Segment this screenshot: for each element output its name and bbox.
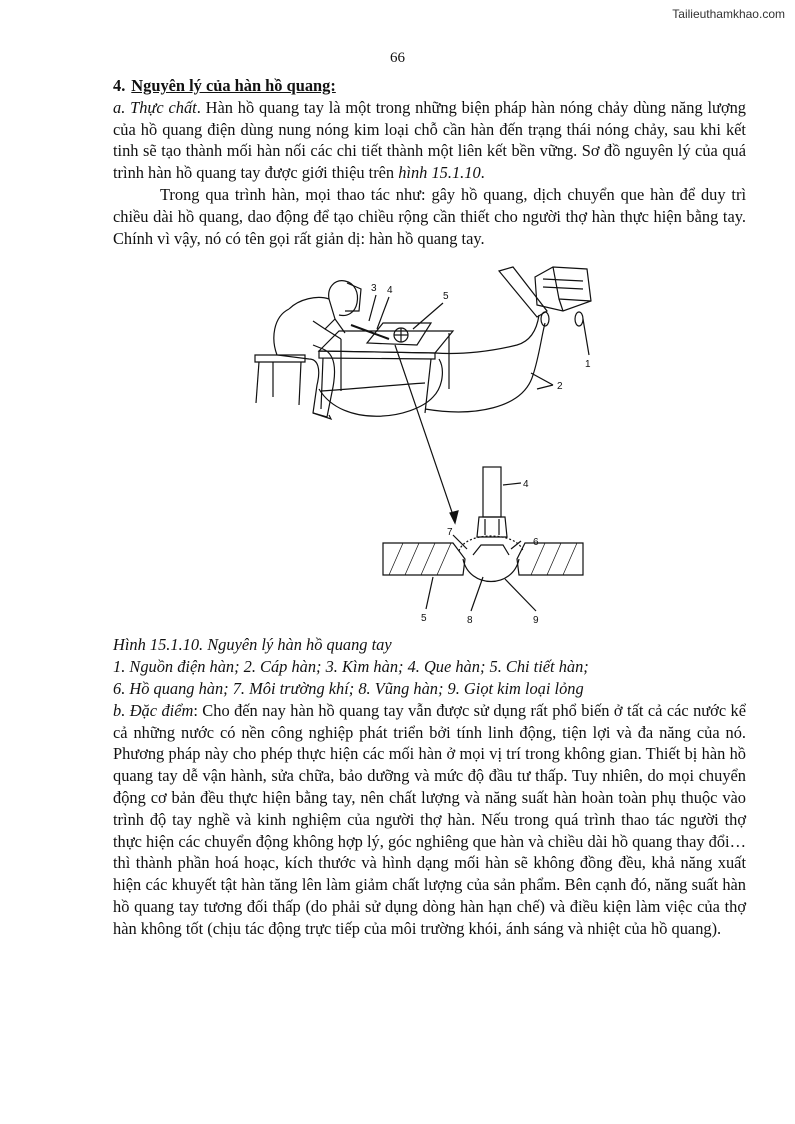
stool-drawing	[255, 355, 305, 405]
label-7: 7	[447, 527, 453, 539]
label-2: 2	[557, 381, 563, 393]
electrode-detail-drawing	[477, 467, 521, 537]
label-5: 5	[443, 291, 449, 303]
label-8: 8	[467, 615, 473, 627]
page-body	[113, 75, 746, 940]
power-source-drawing	[499, 267, 591, 326]
welding-diagram	[113, 259, 746, 634]
welding-figure	[113, 259, 746, 634]
section-title: Nguyên lý của hàn hồ quang:	[131, 76, 336, 95]
label-6: 6	[533, 537, 539, 549]
label-4: 4	[387, 285, 393, 297]
hatching-drawing	[389, 543, 577, 575]
part-a-text-1: . Hàn hồ quang tay là một trong những biện pháp hàn nóng chảy dùng năng lượng của hồ quang điện dùng nung nóng kim loại chỗ cần hàn đến trạng thái nóng chảy, sau khi kết tinh sẽ tạo thành mối hàn nối các chi tiết thành một liên kết bền vững. Sơ đồ nguyên lý của quá trình hàn hồ quang tay được giới thiệu trên	[113, 97, 747, 183]
welding-table-drawing	[319, 323, 453, 413]
workpiece-detail-drawing	[383, 535, 583, 582]
paragraph-b	[113, 700, 746, 940]
figure-reference: hình 15.1.10	[398, 163, 481, 183]
part-b-label: b. Đặc điểm	[113, 700, 194, 720]
part-a-label: a. Thực chất	[113, 97, 197, 117]
paragraph-a2: Trong qua trình hàn, mọi thao tác như: gây hồ quang, dịch chuyển que hàn để duy trì chiều dài hồ quang, dao động để tạo chiều rộng cần thiết cho người thợ hàn thực hiện bằng tay. Chính vì vậy, nó có tên gọi rất giản dị: hàn hồ quang tay.	[113, 184, 746, 248]
label-3: 3	[371, 283, 377, 295]
cable-3-drawing	[319, 359, 442, 416]
paragraph-a	[113, 97, 746, 184]
part-a-text-2: .	[480, 163, 485, 183]
label-1: 1	[585, 359, 591, 371]
watermark: Tailieuthamkhao.com	[672, 7, 785, 21]
cable-2-drawing	[425, 323, 545, 412]
page-number: 66	[390, 50, 405, 66]
label-9: 9	[533, 615, 539, 627]
label-5-detail: 5	[421, 613, 427, 625]
figure-caption: Hình 15.1.10. Nguyên lý hàn hồ quang tay	[113, 635, 392, 655]
figure-legend-line-2: 6. Hồ quang hàn; 7. Môi trường khí; 8. Vũng hàn; 9. Giọt kim loại lỏng	[113, 678, 584, 698]
welder-drawing	[274, 281, 361, 419]
section-number: 4.	[113, 76, 126, 95]
electrode-holder-line	[351, 325, 389, 339]
part-b-text: : Cho đến nay hàn hồ quang tay vẫn được sử dụng rất phổ biến ở tất cả các nước kể cả những nước có nền công nghiệp phát triển bởi tính linh động, tiện lợi và đa năng của nó. Phương pháp này cho phép thực hiện các mối hàn ở mọi vị trí trong không gian. Thiết bị hàn hồ quang tay dễ vận hành, sửa chữa, bảo dưỡng và mức độ đầu tư thấp. Tuy nhiên, do mọi chuyển động cơ bản đều thực hiện bằng tay, nên chất lượng và năng suất hàn hoàn toàn phụ thuộc vào trình độ tay nghề và kinh nghiệm của người thợ hàn. Nếu trong quá trình thao tác người thợ thực hiện các chuyển động không hợp lý, góc nghiêng que hàn và chiều dài hồ quang thay đổi… thì thành phần hoá hoạc, kích thước và hình dạng mối hàn sẽ không đồng đều, khả năng xuất hiện các khuyết tật hàn tăng lên làm giảm chất lượng của sản phẩm. Bên cạnh đó, năng suất hàn hồ quang tay tương đối thấp (do phải sử dụng dòng hàn hạn chế) và điều kiện làm việc của thợ hàn không tốt (chịu tác động trực tiếp của môi trường khói, ánh sáng và nhiệt của hồ quang).	[113, 700, 746, 938]
section-heading	[113, 75, 746, 97]
figure-legend-line-1: 1. Nguồn điện hàn; 2. Cáp hàn; 3. Kìm hàn; 4. Que hàn; 5. Chi tiết hàn;	[113, 657, 589, 677]
label-4-detail: 4	[523, 479, 529, 491]
